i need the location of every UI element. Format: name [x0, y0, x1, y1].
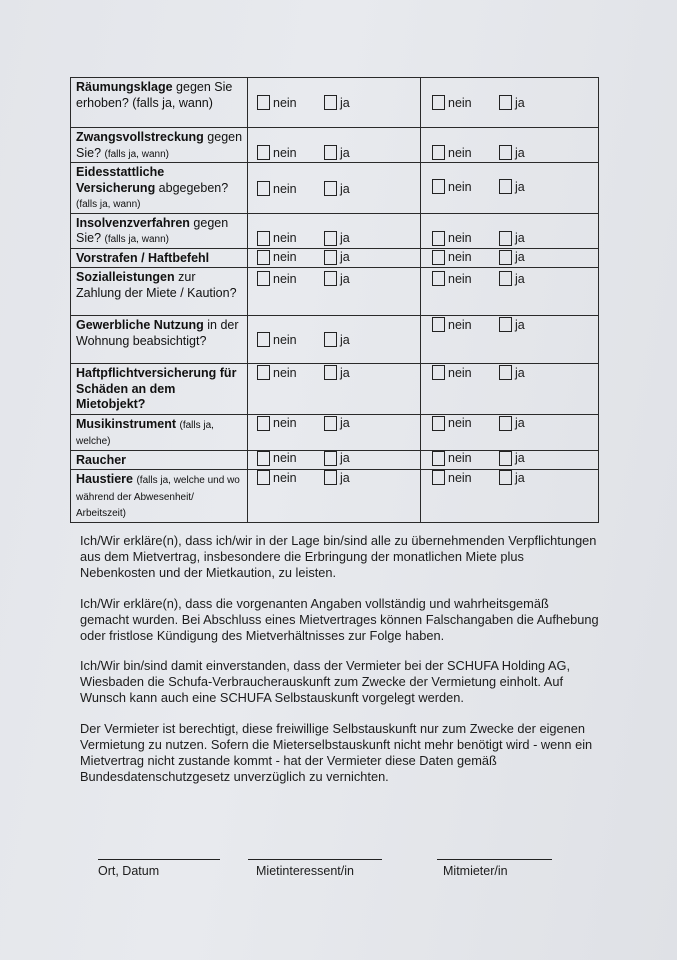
question-cell: [71, 470, 248, 523]
option-label: nein: [273, 271, 297, 286]
question-cell: [71, 268, 248, 316]
option-label: nein: [273, 470, 297, 485]
declaration-paragraph-1: Ich/Wir erkläre(n), dass ich/wir in der Lage bin/sind alle zu übernehmenden Verpflichtungen aus dem Mietvertrag, insbesondere die Erbringung der monatlichen Miete plus Nebenkosten und der Mietkaution, zu leisten.: [80, 533, 597, 580]
option-label: nein: [448, 250, 472, 264]
option-label: nein: [448, 231, 472, 245]
no-option[interactable]: [257, 231, 297, 246]
yes-option[interactable]: [324, 332, 350, 347]
question-note: (falls ja, wann): [104, 234, 169, 245]
table-row: [71, 78, 599, 128]
no-option[interactable]: [257, 332, 297, 347]
option-label: nein: [273, 416, 297, 430]
question-text: in der Wohnung beabsichtigt?: [76, 318, 239, 348]
no-option[interactable]: [257, 365, 297, 380]
signature-applicant: [248, 859, 382, 878]
checkbox[interactable]: [257, 231, 270, 246]
option-label: ja: [515, 451, 525, 465]
checkbox[interactable]: [324, 250, 337, 265]
checkbox[interactable]: [324, 181, 337, 196]
co-tenant-answer-cell: [421, 163, 599, 214]
checkbox[interactable]: [324, 332, 337, 347]
question-text: zur Zahlung der Miete / Kaution?: [76, 270, 237, 300]
no-option[interactable]: [257, 95, 297, 110]
checkbox[interactable]: [499, 250, 512, 265]
checkbox[interactable]: [499, 317, 512, 332]
question-title: Räumungsklage: [76, 80, 173, 94]
no-option[interactable]: [432, 365, 472, 380]
yes-option[interactable]: [324, 145, 350, 160]
checkbox[interactable]: [257, 451, 270, 466]
question-text: gegen Sie?: [76, 130, 243, 160]
checkbox[interactable]: [257, 145, 270, 160]
option-label: ja: [340, 231, 350, 245]
checkbox[interactable]: [324, 145, 337, 160]
option-label: nein: [273, 451, 297, 465]
yes-option[interactable]: [499, 271, 525, 286]
question-cell: [71, 128, 248, 163]
table-row: [71, 163, 599, 214]
option-label: ja: [340, 181, 350, 196]
option-label: nein: [448, 145, 472, 160]
option-label: nein: [448, 95, 472, 110]
checkbox[interactable]: [324, 271, 337, 286]
question-note: (falls ja, wann): [76, 199, 141, 210]
question-cell: [71, 213, 248, 248]
declaration-paragraph-3: Ich/Wir bin/sind damit einverstanden, dass der Vermieter bei der SCHUFA Holding AG, Wiesbaden die Schufa-Verbraucherauskunft zum Zwecke der Vermietung einholt. Auf Wunsch kann auch eine SCHUFA Selbstauskunft vorgelegt werden.: [80, 658, 571, 706]
checkbox[interactable]: [432, 95, 445, 110]
yes-option[interactable]: [499, 95, 525, 110]
option-label: nein: [448, 179, 472, 194]
co-tenant-answer-cell: [421, 414, 599, 450]
declaration-paragraph-4: Der Vermieter ist berechtigt, diese freiwillige Selbstauskunft nur zum Zwecke der eigenen Vermietung zu nutzen. Sofern die Mieterselbstauskunft nicht mehr benötigt wird - wenn ein Mietvertrag nicht zustande kommt - hat der Vermieter diese Daten gemäß Bundesdatenschutzgesetz unverzüglich zu vernichten.: [80, 721, 593, 784]
question-cell: [71, 316, 248, 364]
applicant-answer-cell: [248, 163, 421, 214]
checkbox[interactable]: [499, 179, 512, 194]
yes-option[interactable]: [324, 250, 350, 265]
question-title: Eidesstattliche Versicherung: [76, 165, 165, 195]
option-label: ja: [515, 145, 525, 160]
no-option[interactable]: [257, 416, 297, 431]
option-label: ja: [515, 317, 525, 332]
question-title: Raucher: [76, 452, 127, 467]
option-label: nein: [273, 365, 297, 380]
applicant-answer-cell: [248, 248, 421, 268]
no-option[interactable]: [432, 416, 472, 431]
table-row: [71, 248, 599, 268]
no-option[interactable]: [432, 231, 472, 246]
signature-label: Mitmieter/in: [443, 864, 508, 878]
applicant-answer-cell: [248, 470, 421, 523]
checkbox[interactable]: [324, 416, 337, 431]
question-title: Gewerbliche Nutzung: [76, 318, 204, 332]
option-label: ja: [340, 332, 350, 347]
checkbox[interactable]: [257, 416, 270, 431]
table-row: [71, 128, 599, 163]
co-tenant-answer-cell: [421, 78, 599, 128]
question-cell: [71, 163, 248, 214]
table-row: [71, 470, 599, 523]
question-title: Vorstrafen / Haftbefehl: [76, 250, 210, 265]
option-label: ja: [515, 179, 525, 194]
signature-line[interactable]: [437, 859, 552, 860]
question-cell: [71, 364, 248, 415]
question-title: Haustiere: [76, 472, 133, 486]
no-option[interactable]: [257, 181, 297, 196]
no-option[interactable]: [432, 179, 472, 194]
option-label: ja: [515, 271, 525, 286]
checkbox[interactable]: [324, 451, 337, 466]
question-title: Haftpflichtversicherung für Schäden an dem Mietobjekt?: [76, 366, 237, 411]
option-label: ja: [340, 365, 350, 380]
question-title: Musikinstrument: [76, 416, 177, 431]
signature-place-date: [98, 859, 220, 878]
no-option[interactable]: [257, 145, 297, 160]
co-tenant-answer-cell: [421, 248, 599, 268]
no-option[interactable]: [432, 271, 472, 286]
checkbox[interactable]: [499, 365, 512, 380]
co-tenant-answer-cell: [421, 450, 599, 470]
question-cell: [71, 450, 248, 470]
question-cell: [71, 78, 248, 128]
option-label: nein: [273, 332, 297, 347]
yes-option[interactable]: [499, 317, 525, 332]
no-option[interactable]: [432, 250, 472, 265]
option-label: nein: [273, 145, 297, 160]
no-option[interactable]: [257, 470, 297, 485]
yes-option[interactable]: [499, 365, 525, 380]
yes-option[interactable]: [499, 416, 525, 431]
checkbox[interactable]: [499, 231, 512, 246]
table-row: [71, 213, 599, 248]
checkbox[interactable]: [257, 470, 270, 485]
no-option[interactable]: [432, 470, 472, 485]
co-tenant-answer-cell: [421, 268, 599, 316]
checkbox[interactable]: [499, 470, 512, 485]
yes-option[interactable]: [324, 451, 350, 466]
checkbox[interactable]: [499, 145, 512, 160]
yes-option[interactable]: [324, 181, 350, 196]
checkbox[interactable]: [432, 271, 445, 286]
option-label: ja: [515, 365, 525, 380]
table-row: [71, 414, 599, 450]
question-cell: [71, 248, 248, 268]
applicant-answer-cell: [248, 268, 421, 316]
checkbox[interactable]: [257, 332, 270, 347]
option-label: nein: [448, 470, 472, 485]
option-label: ja: [515, 231, 525, 245]
signature-label: Ort, Datum: [98, 864, 160, 878]
checkbox[interactable]: [257, 365, 270, 380]
signature-label: Mietinteressent/in: [256, 864, 354, 878]
checkbox[interactable]: [257, 271, 270, 286]
yes-option[interactable]: [499, 231, 525, 246]
co-tenant-answer-cell: [421, 213, 599, 248]
checkbox[interactable]: [432, 470, 445, 485]
checkbox[interactable]: [432, 250, 445, 265]
checkbox[interactable]: [499, 451, 512, 466]
checkbox[interactable]: [432, 365, 445, 380]
option-label: ja: [515, 95, 525, 110]
yes-option[interactable]: [499, 470, 525, 485]
checkbox[interactable]: [324, 470, 337, 485]
co-tenant-answer-cell: [421, 128, 599, 163]
option-label: ja: [340, 470, 350, 485]
checkbox[interactable]: [499, 416, 512, 431]
option-label: nein: [448, 451, 472, 465]
checkbox[interactable]: [499, 271, 512, 286]
option-label: nein: [448, 416, 472, 430]
option-label: ja: [340, 95, 350, 110]
checkbox[interactable]: [257, 95, 270, 110]
yes-option[interactable]: [324, 416, 350, 431]
option-label: nein: [448, 365, 472, 380]
question-text: abgegeben?: [155, 180, 229, 195]
table-row: [71, 450, 599, 470]
co-tenant-answer-cell: [421, 364, 599, 415]
yes-option[interactable]: [499, 250, 525, 265]
checkbox[interactable]: [432, 451, 445, 466]
checkbox[interactable]: [499, 95, 512, 110]
signature-co-tenant: [437, 859, 552, 878]
yes-option[interactable]: [499, 179, 525, 194]
applicant-answer-cell: [248, 414, 421, 450]
applicant-answer-cell: [248, 316, 421, 364]
signature-line[interactable]: [98, 859, 220, 860]
checkbox[interactable]: [432, 145, 445, 160]
yes-option[interactable]: [324, 271, 350, 286]
checkbox[interactable]: [324, 231, 337, 246]
no-option[interactable]: [257, 271, 297, 286]
checkbox[interactable]: [432, 231, 445, 246]
option-label: ja: [340, 250, 350, 264]
applicant-answer-cell: [248, 364, 421, 415]
option-label: nein: [273, 181, 297, 196]
option-label: nein: [448, 271, 472, 286]
no-option[interactable]: [432, 95, 472, 110]
yes-option[interactable]: [499, 451, 525, 466]
checkbox[interactable]: [432, 317, 445, 332]
self-disclosure-table: [70, 77, 599, 523]
yes-option[interactable]: [499, 145, 525, 160]
question-title: Sozialleistungen: [76, 270, 175, 284]
option-label: ja: [340, 416, 350, 430]
option-label: ja: [515, 250, 525, 264]
no-option[interactable]: [257, 250, 297, 265]
yes-option[interactable]: [324, 231, 350, 246]
option-label: nein: [273, 231, 297, 245]
applicant-answer-cell: [248, 213, 421, 248]
option-label: nein: [448, 317, 472, 332]
no-option[interactable]: [432, 145, 472, 160]
checkbox[interactable]: [257, 181, 270, 196]
question-title: Zwangsvollstreckung: [76, 130, 204, 144]
option-label: ja: [515, 416, 525, 430]
question-note: (falls ja, wann): [104, 148, 169, 160]
option-label: nein: [273, 95, 297, 110]
question-title: Insolvenzverfahren: [76, 215, 190, 230]
option-label: ja: [340, 451, 350, 465]
option-label: nein: [273, 250, 297, 264]
question-note: (falls ja, welche und wo während der Abwesenheit/ Arbeitszeit): [76, 475, 240, 519]
checkbox[interactable]: [432, 416, 445, 431]
signature-line[interactable]: [248, 859, 382, 860]
co-tenant-answer-cell: [421, 316, 599, 364]
applicant-answer-cell: [248, 128, 421, 163]
no-option[interactable]: [432, 317, 472, 332]
checkbox[interactable]: [432, 179, 445, 194]
no-option[interactable]: [432, 451, 472, 466]
checkbox[interactable]: [324, 365, 337, 380]
question-note: (falls ja, welche): [76, 419, 214, 447]
question-text: gegen Sie erhoben? (falls ja, wann): [76, 80, 233, 110]
table-row: [71, 316, 599, 364]
table-row: [71, 364, 599, 415]
applicant-answer-cell: [248, 450, 421, 470]
yes-option[interactable]: [324, 365, 350, 380]
option-label: ja: [515, 470, 525, 485]
option-label: ja: [340, 271, 350, 286]
checkbox[interactable]: [257, 250, 270, 265]
declaration-text: [80, 533, 600, 800]
declaration-paragraph-2: Ich/Wir erkläre(n), dass die vorgenanten Angaben vollständig und wahrheitsgemäß gemacht wurden. Bei Abschluss eines Mietvertrages können Falschangaben die Aufhebung oder fristlose Kündigung des Mietverhältnisses zur Folge haben.: [80, 595, 599, 643]
applicant-answer-cell: [248, 78, 421, 128]
yes-option[interactable]: [324, 95, 350, 110]
question-text: gegen Sie?: [76, 215, 229, 245]
no-option[interactable]: [257, 451, 297, 466]
question-cell: [71, 414, 248, 450]
yes-option[interactable]: [324, 470, 350, 485]
co-tenant-answer-cell: [421, 470, 599, 523]
option-label: ja: [340, 145, 350, 160]
table-row: [71, 268, 599, 316]
checkbox[interactable]: [324, 95, 337, 110]
